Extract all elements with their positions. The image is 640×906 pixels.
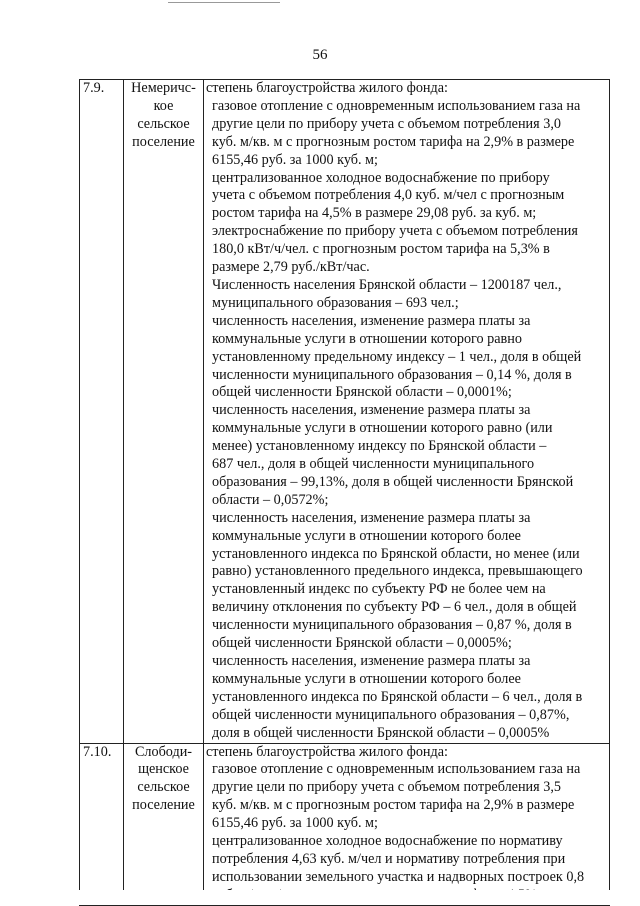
description-line: муниципального образования – 693 чел.;	[212, 294, 459, 311]
description-line: 687 чел., доля в общей численности муниципального	[212, 456, 535, 473]
description-line: общей численности Брянской области – 0,0001%;	[212, 384, 512, 401]
description-line: коммунальные услуги в отношении которого равно (или	[212, 420, 553, 437]
description-line: потребления 4,63 куб. м/чел и нормативу потребления при	[212, 850, 566, 867]
description-line: коммунальные услуги в отношении которого более	[212, 527, 521, 544]
settlement-name-line: Немеричс-	[131, 80, 196, 96]
description-line: использовании земельного участка и надворных построек 0,8	[212, 868, 585, 885]
description-line: численность населения, изменение размера платы за	[212, 509, 531, 526]
description-cell	[204, 743, 610, 905]
document-table	[79, 79, 610, 906]
settlement-name-cell	[124, 80, 204, 744]
description-line: Численность населения Брянской области – 1200187 чел.,	[212, 276, 562, 293]
settlement-name-line: поселение	[132, 797, 195, 814]
settlement-name-cell	[124, 743, 204, 905]
settlement-name-line: кое	[153, 97, 174, 114]
description-line: численности муниципального образования – 0,87 %, доля в	[212, 617, 572, 634]
row-number: 7.9.	[80, 80, 124, 744]
description-line: газовое отопление с одновременным использованием газа на	[212, 761, 581, 778]
page-number: 56	[312, 47, 328, 63]
description-line: 6155,46 руб. за 1000 куб. м;	[212, 151, 378, 168]
description-line: степень благоустройства жилого фонда:	[206, 743, 448, 760]
description-line: 180,0 кВт/ч/чел. с прогнозным ростом тарифа на 5,3% в	[212, 241, 550, 258]
description-line: 6155,46 руб. за 1000 куб. м;	[212, 815, 378, 832]
description-line: численность населения, изменение размера платы за	[212, 402, 531, 419]
table-body	[80, 80, 610, 906]
description-line: коммунальные услуги в отношении которого равно	[212, 330, 522, 347]
table-row	[80, 80, 610, 744]
description-line: коммунальные услуги в отношении которого более	[212, 670, 521, 687]
description-line: размере 2,79 руб./кВт/час.	[212, 259, 370, 276]
description-line: области – 0,0572%;	[212, 491, 329, 508]
description-line: централизованное холодное водоснабжение по прибору	[212, 169, 550, 186]
description-cell	[204, 80, 610, 744]
description-line: учета с объемом потребления 4,0 куб. м/чел с прогнозным	[212, 187, 565, 204]
description-line: централизованное холодное водоснабжение по нормативу	[212, 833, 563, 850]
description-line: степень благоустройства жилого фонда:	[206, 80, 448, 96]
description-line: куб. м/кв. м с прогнозным ростом тарифа на 2,9% в размере	[212, 133, 575, 150]
description-line: равно) установленного предельного индекса, превышающего	[212, 563, 583, 580]
settlement-name-line: сельское	[137, 779, 190, 796]
description-line: газовое отопление с одновременным использованием газа на	[212, 97, 581, 114]
settlement-name-line: поселение	[132, 133, 195, 150]
description-line: образования – 99,13%, доля в общей численности Брянской	[212, 473, 574, 490]
settlement-name-line: Слободи-	[134, 743, 193, 760]
description-line: другие цели по прибору учета с объемом потребления 3,5	[212, 779, 561, 796]
description-line: общей численности Брянской области – 0,0005%;	[212, 635, 512, 652]
row-number: 7.10.	[80, 743, 124, 905]
description-line: куб. м/кв. м с прогнозным ростом тарифа на 2,9% в размере	[212, 797, 575, 814]
description-line: ростом тарифа на 4,5% в размере 29,08 руб. за куб. м;	[212, 205, 537, 222]
description-line: установленный индекс по субъекту РФ не более чем на	[212, 581, 546, 598]
description-line: электроснабжение по прибору учета с объемом потребления	[212, 223, 578, 240]
description-line: установленного индекса по Брянской области, но менее (или	[212, 545, 580, 562]
description-line: другие цели по прибору учета с объемом потребления 3,0	[212, 115, 561, 132]
description-line: величину отклонения по субъекту РФ – 6 чел., доля в общей	[212, 599, 577, 616]
description-line: установленного индекса по Брянской области – 6 чел., доля в	[212, 688, 583, 705]
settlement-name-line: щенское	[138, 761, 189, 778]
description-line: доля в общей численности Брянской области – 0,0005%	[212, 724, 550, 741]
page-bottom-edge	[0, 890, 640, 905]
description-line: менее) установленному индексу по Брянской области –	[212, 438, 547, 455]
description-line: численности муниципального образования – 0,14 %, доля в	[212, 366, 572, 383]
description-line: установленному предельному индексу – 1 чел., доля в общей	[212, 348, 582, 365]
description-line: численность населения, изменение размера платы за	[212, 653, 531, 669]
table-row	[80, 743, 610, 905]
settlement-name-line: сельское	[137, 115, 190, 132]
top-rule	[168, 2, 280, 3]
description-line: общей численности муниципального образования – 0,87%,	[212, 706, 570, 723]
description-line: численность населения, изменение размера платы за	[212, 312, 531, 329]
